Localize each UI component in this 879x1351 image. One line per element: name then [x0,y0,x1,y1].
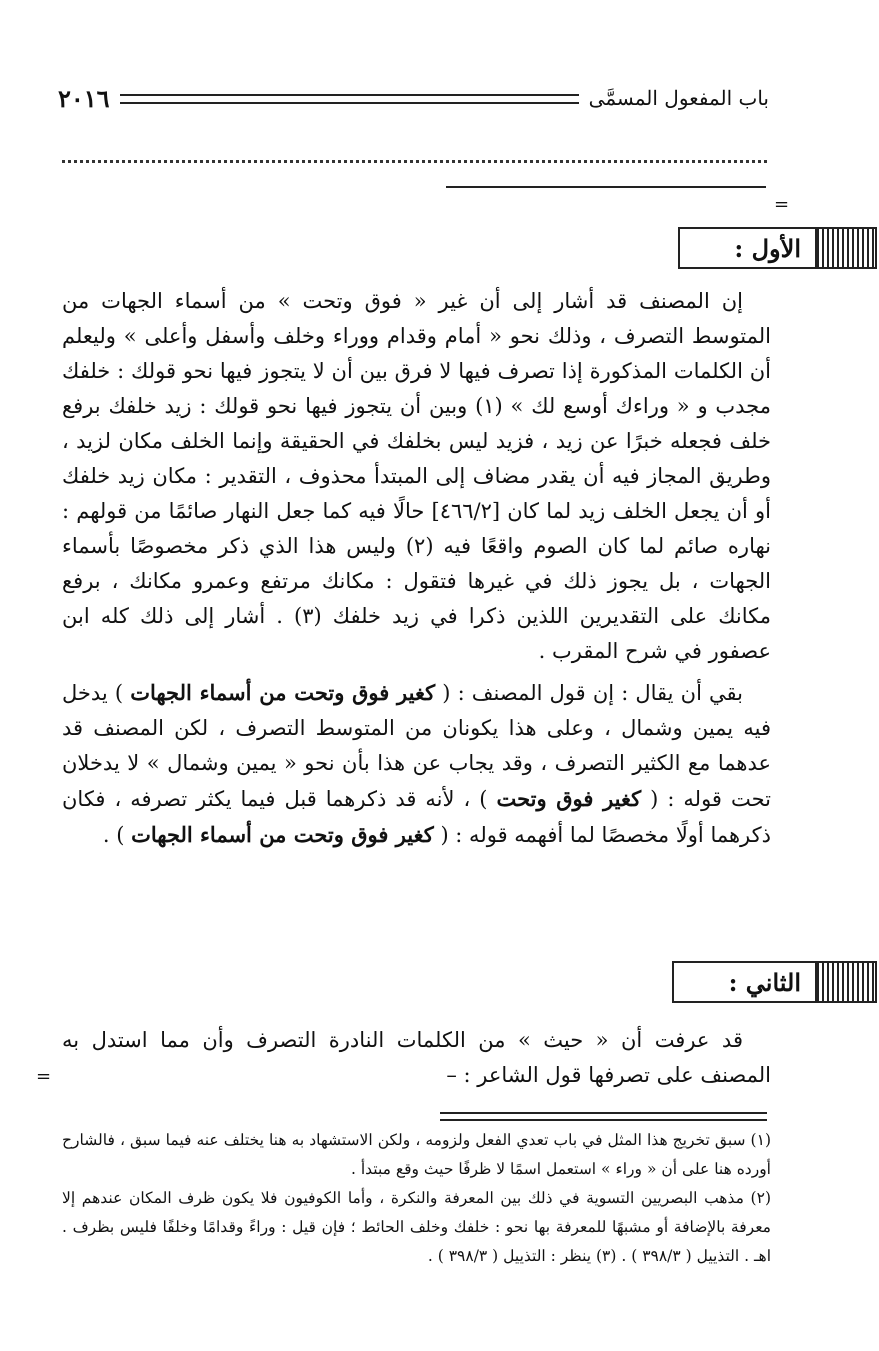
text-run: قد عرفت أن « حيث » من الكلمات النادرة التصرف وأن مما استدل به المصنف على تصرفها قول الشاعر : – [62,1028,771,1087]
bold-quote: كغير فوق وتحت من أسماء الجهات [130,680,436,705]
paragraph [62,284,771,669]
page-header [58,78,769,118]
text-run: ) يدخل فيه يمين وشمال ، وعلى هذا يكونان من المتوسط التصرف ، لكن المصنف قد عدهما مع الكثير التصرف ، وقد يجاب عن هذا بأن نحو « يمين وشمال » لا يدخلان تحت قوله : ( [62,681,771,811]
text-run: ) ، لأنه قد ذكرهما قبل فيما يكثر تصرفه ، فكان ذكرهما أولًا مخصصًا لما أفهمه قوله : ( [62,787,771,847]
section-heading-second [672,961,877,1003]
section-label: الثاني : [728,967,801,997]
chapter-title: باب المفعول المسمَّى [588,86,769,110]
footnote: (١) سبق تخريج هذا المثل في باب تعدي الفعل ولزومه ، ولكن الاستشهاد به هنا يختلف عنه فيما سبق ، فالشارح أورده هنا على أن « وراء » استعمل اسمًا لا ظرفًا حيث وقع مبتدأ . [62,1131,771,1178]
section-body-first [62,284,771,859]
footnotes [62,1126,771,1271]
section-body-second [62,1023,771,1099]
separator-rule [446,186,766,188]
text-run: بقي أن يقال : إن قول المصنف : ( [435,681,744,705]
bold-quote: كغير فوق وتحت من أسماء الجهات [131,822,434,847]
footnote-rule [440,1112,767,1121]
page-number: ٢٠١٦ [58,83,110,113]
paragraph [62,675,771,853]
paragraph [62,1023,771,1093]
section-label: الأول : [734,233,801,263]
dotted-line [62,140,767,163]
hatch-ornament [815,963,875,1001]
footnote: (٢) مذهب البصريين التسوية في ذلك بين المعرفة والنكرة ، وأما الكوفيون فلا يكون ظرف المكان عندهم إلا معرفة بالإضافة أو مشبهًا للمعرفة بها نحو : خلفك وخلف الحائط ؛ فإن قيل : وراءً وقدامًا وخلفًا فليس بظرف . اهـ . التذييل ( ٣٩٨/٣ ) . (٣) ينظر : التذييل ( ٣٩٨/٣ ) . [62,1189,771,1265]
text-run: إن المصنف قد أشار إلى أن غير « فوق وتحت » من أسماء الجهات من المتوسط التصرف ، وذلك نحو « أمام وقدام ووراء وخلف وأسفل وأعلى » وليعلم أن الكلمات المذكورة إذا تصرف فيها لا فرق بين أن لا يتجوز فيها نحو قولك : خلفك مجدب و « وراءك أوسع لك » (١) وبين أن يتجوز فيها نحو قولك : زيد خلفك برفع خلف فجعله خبرًا عن زيد ، فزيد ليس بخلفك في الحقيقة وإنما الخلف مكان لزيد ، وطريق المجاز فيه أن يقدر مضاف إلى المبتدأ محذوف ، التقدير : مكان زيد خلفك أو أن يجعل الخلف زيد لما كان [٤٦٦/٢] حالًا فيه كما جعل النهار صائمًا من قولهم : نهاره صائم لما كان الصوم واقعًا فيه (٢) وليس هذا الذي ذكر مخصوصًا بأسماء الجهات ، بل يجوز ذلك في غيرها فتقول : مكانك مرتفع وعمرو مكانك ، برفع مكانك على التقديرين اللذين ذكرا في زيد خلفك (٣) . أشار إلى ذلك كله ابن عصفور في شرح المقرب . [62,289,771,663]
text-run: ) . [102,823,132,847]
bold-quote: كغير فوق وتحت [496,786,642,811]
hatch-ornament [815,229,875,267]
margin-equals-mark: = [36,1066,52,1087]
header-double-rule [120,94,579,104]
margin-equals-mark: = [774,194,790,215]
section-heading-first [678,227,877,269]
